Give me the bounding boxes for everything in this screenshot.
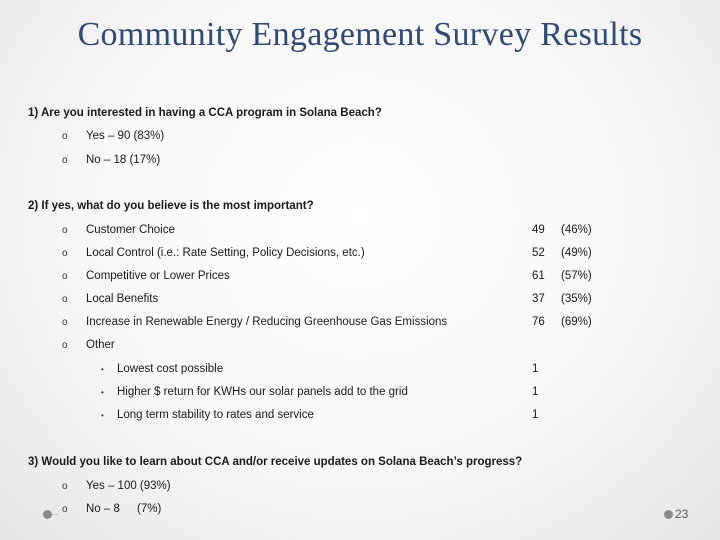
q2-item-percent: (46%)	[561, 224, 592, 236]
question-3: 3) Would you like to learn about CCA and/or receive updates on Solana Beach’s progress?	[28, 456, 523, 468]
option-bullet: o	[62, 294, 68, 305]
q2-item-percent: (35%)	[561, 293, 592, 305]
q2-item-count: 49	[532, 224, 545, 236]
q2-item-count: 61	[532, 270, 545, 282]
option-bullet: o	[62, 248, 68, 259]
other-item-count: 1	[532, 386, 539, 398]
option-bullet: o	[62, 481, 68, 492]
q3-option-no: No – 8	[86, 503, 120, 515]
q2-item-percent: (69%)	[561, 316, 592, 328]
option-bullet: o	[62, 317, 68, 328]
option-bullet: o	[62, 504, 68, 515]
option-bullet: o	[62, 271, 68, 282]
q2-item-percent: (49%)	[561, 247, 592, 259]
footer-rule-left	[52, 514, 58, 515]
other-item-label: Higher $ return for KWHs our solar panels add to the grid	[117, 386, 408, 398]
footer-dot-left	[43, 510, 52, 519]
q2-item-percent: (57%)	[561, 270, 592, 282]
q2-item-label: Customer Choice	[86, 224, 175, 236]
slide-title: Community Engagement Survey Results	[77, 16, 643, 53]
q3-option-no-percent: (7%)	[137, 503, 162, 515]
sub-bullet: •	[101, 411, 104, 420]
q2-item-label: Local Benefits	[86, 293, 159, 305]
q2-item-label: Local Control (i.e.: Rate Setting, Policy Decisions, etc.)	[86, 247, 365, 259]
page-number: 23	[675, 507, 689, 521]
sub-bullet: •	[101, 365, 104, 374]
q2-item-count: 37	[532, 293, 545, 305]
q1-option-yes: Yes – 90 (83%)	[86, 130, 165, 142]
option-bullet: o	[62, 340, 68, 351]
other-item-label: Long term stability to rates and service	[117, 409, 314, 421]
question-2: 2) If yes, what do you believe is the most important?	[28, 200, 314, 212]
option-bullet: o	[62, 131, 68, 142]
sub-bullet: •	[101, 388, 104, 397]
option-bullet: o	[62, 155, 68, 166]
question-1: 1) Are you interested in having a CCA program in Solana Beach?	[28, 107, 382, 119]
other-item-label: Lowest cost possible	[117, 363, 224, 375]
q2-item-label: Competitive or Lower Prices	[86, 270, 230, 282]
footer-dot-right	[664, 510, 673, 519]
q2-item-label: Other	[86, 339, 115, 351]
other-item-count: 1	[532, 363, 539, 375]
q2-item-count: 76	[532, 316, 545, 328]
q2-item-count: 52	[532, 247, 545, 259]
option-bullet: o	[62, 225, 68, 236]
q2-item-label: Increase in Renewable Energy / Reducing Greenhouse Gas Emissions	[86, 316, 448, 328]
q3-option-yes: Yes – 100 (93%)	[86, 480, 171, 492]
other-item-count: 1	[532, 409, 539, 421]
q1-option-no: No – 18 (17%)	[86, 154, 161, 166]
